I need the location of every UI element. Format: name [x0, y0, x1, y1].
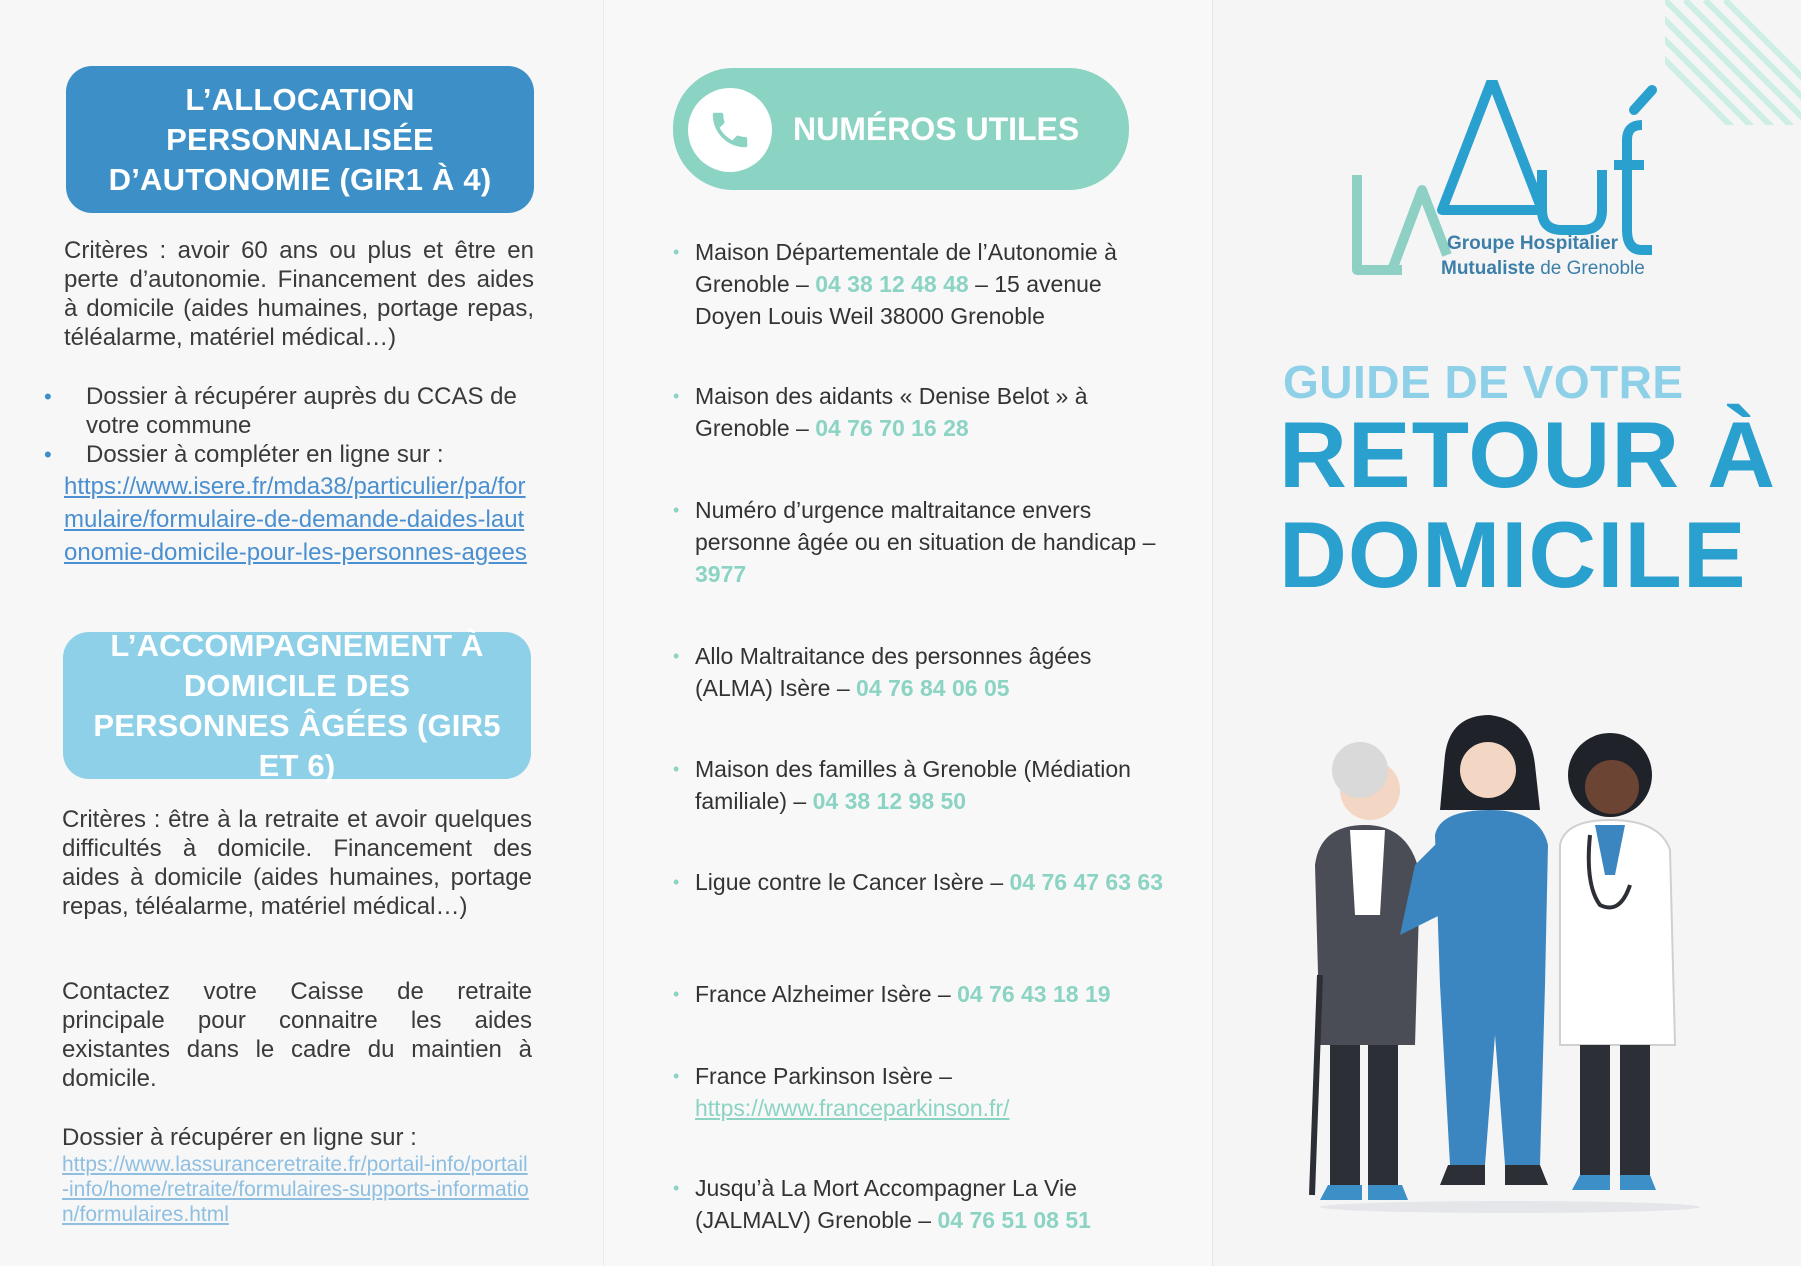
caregivers-illustration: [1290, 715, 1730, 1235]
accomp-form-link[interactable]: https://www.lassuranceretraite.fr/portail-info/portail-info/home/retraite/formulaires-supports-information/formulaires.html: [62, 1153, 529, 1226]
phone-number[interactable]: 3977: [695, 561, 747, 587]
number-item-alma: [695, 640, 1165, 704]
number-item-jalmalv: [695, 1172, 1165, 1236]
france-parkinson-link[interactable]: https://www.franceparkinson.fr/: [695, 1095, 1010, 1121]
number-item-label: Jusqu’à La Mort Accompagner La Vie (JALMALV) Grenoble –: [695, 1175, 1077, 1233]
number-item-ligue-cancer: [695, 866, 1165, 898]
accomp-criteria: Critères : être à la retraite et avoir quelques difficultés à domicile. Financement des aides à domicile (aides humaines, portage repas, téléalarme, matériel médical…): [62, 806, 532, 920]
number-item-urgence-maltraitance: [695, 494, 1165, 590]
number-item-address: – 15 avenue Doyen Louis Weil 38000 Grenoble: [695, 271, 1102, 329]
accomp-dossier-label: Dossier à récupérer en ligne sur :: [62, 1124, 417, 1151]
number-item-france-parkinson: [695, 1060, 1165, 1124]
number-item-label: Maison Départementale de l’Autonomie à Grenoble –: [695, 239, 1117, 297]
guide-title-line2: DOMICILE: [1279, 502, 1747, 607]
phone-number[interactable]: 04 38 12 98 50: [812, 788, 967, 814]
number-item-france-alzheimer: [695, 978, 1165, 1010]
apa-bullet-online: [64, 440, 534, 469]
number-item-label: Maison des aidants « Denise Belot » à Grenoble –: [695, 383, 1088, 441]
apa-section-title: L’ALLOCATION PERSONNALISÉE D’AUTONOMIE (GIR1 À 4): [66, 66, 534, 213]
phone-number[interactable]: 04 76 84 06 05: [856, 675, 1010, 701]
phone-number[interactable]: 04 76 47 63 63: [1009, 869, 1163, 895]
nurse-figure: [1400, 715, 1548, 1185]
accomp-contact: Contactez votre Caisse de retraite principale pour connaitre les aides existantes dans le cadre du maintien à domicile.: [62, 978, 532, 1092]
apa-form-link[interactable]: https://www.isere.fr/mda38/particulier/pa/formulaire/formulaire-de-demande-daides-lautonomie-domicile-pour-les-personnes-agees: [64, 473, 527, 566]
phone-number[interactable]: 04 38 12 48 48: [815, 271, 969, 297]
apa-bullet-ccas: • Dossier à récupérer auprès du CCAS de votre commune: [64, 382, 534, 440]
number-item-maison-familles: [695, 753, 1165, 817]
logo-subtitle-bold: Mutualiste: [1441, 258, 1535, 279]
numeros-utiles-title: NUMÉROS UTILES: [793, 110, 1080, 147]
apa-bullet-list: [64, 382, 534, 469]
logo-subtitle-rest: de Grenoble: [1534, 258, 1645, 279]
doctor-figure: [1560, 733, 1675, 1190]
phone-number[interactable]: 04 76 70 16 28: [815, 415, 969, 441]
number-item-mda: [695, 236, 1165, 332]
guide-title-line1: RETOUR À: [1279, 402, 1777, 507]
phone-number[interactable]: 04 76 43 18 19: [957, 981, 1111, 1007]
left-panel: [0, 0, 603, 1266]
phone-icon: [688, 88, 772, 172]
phone-number[interactable]: 04 76 51 08 51: [937, 1207, 1091, 1233]
apa-bullet-online-label: Dossier à compléter en ligne sur :: [86, 441, 444, 468]
apa-criteria: Critères : avoir 60 ans ou plus et être en perte d’autonomie. Financement des aides à domicile (aides humaines, portage repas, téléalarme, matériel médical…): [64, 237, 534, 351]
guide-title-small: GUIDE DE VOTRE: [1283, 356, 1684, 408]
accomp-section-title: L’ACCOMPAGNEMENT À DOMICILE DES PERSONNES ÂGÉES (GIR5 ET 6): [63, 632, 531, 779]
logo-subtitle-line1: Groupe Hospitalier: [1447, 233, 1619, 254]
number-item-label: Maison des familles à Grenoble (Médiation familiale) –: [695, 756, 1131, 814]
number-item-label: Numéro d’urgence maltraitance envers personne âgée ou en situation de handicap –: [695, 497, 1156, 555]
logo-subtitle-line2: [1441, 258, 1645, 280]
elderly-woman-figure: [1312, 742, 1420, 1200]
number-item-label: Allo Maltraitance des personnes âgées (ALMA) Isère –: [695, 643, 1092, 701]
number-item-label: France Parkinson Isère –: [695, 1063, 952, 1089]
number-item-aidants: [695, 380, 1165, 444]
number-item-label: France Alzheimer Isère –: [695, 981, 958, 1007]
number-item-label: Ligue contre le Cancer Isère –: [695, 869, 1010, 895]
